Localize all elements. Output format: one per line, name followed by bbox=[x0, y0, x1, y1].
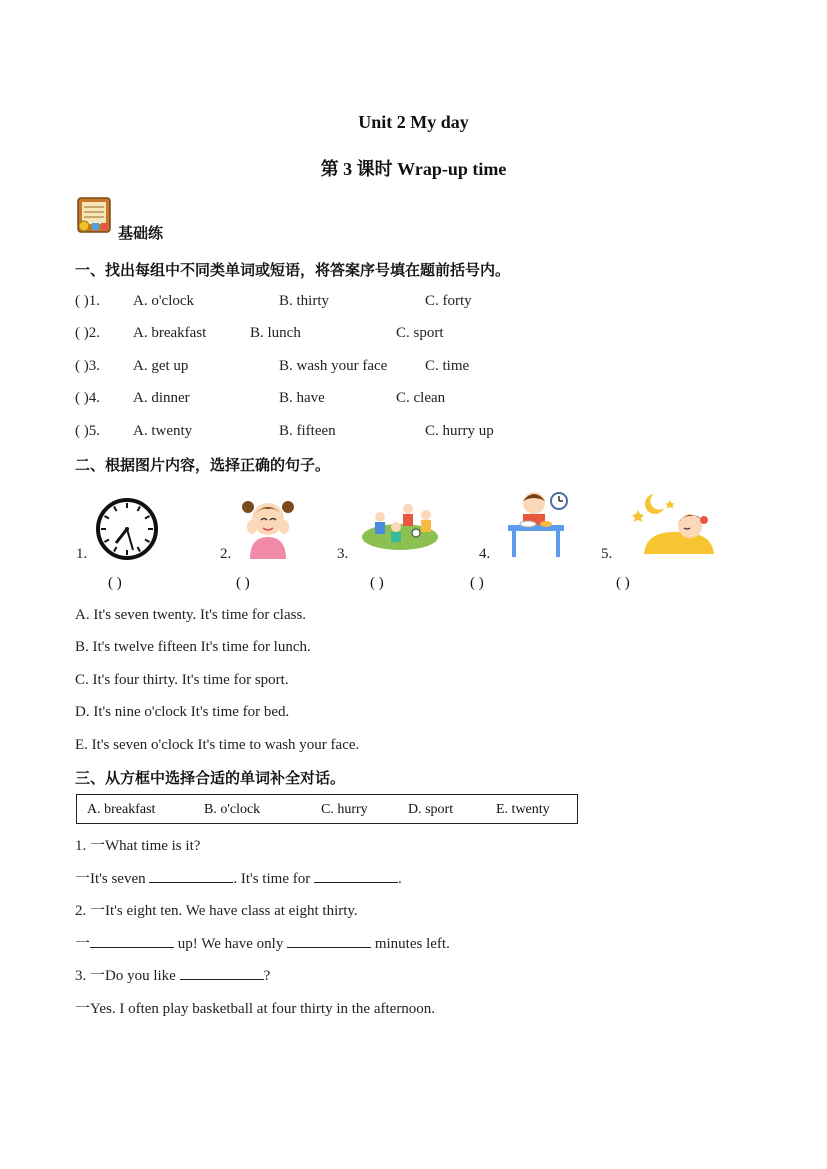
sentence-option: B. It's twelve fifteen It's time for lunch. bbox=[75, 639, 311, 655]
option-b: B. have bbox=[279, 390, 325, 406]
answer-blank[interactable] bbox=[90, 933, 174, 948]
sentence-option: C. It's four thirty. It's time for sport. bbox=[75, 672, 289, 688]
option-b: B. wash your face bbox=[279, 358, 388, 374]
answer-paren[interactable]: ( ) bbox=[236, 575, 250, 591]
girl-washing-face-icon bbox=[240, 495, 296, 559]
boy-eating-icon bbox=[506, 487, 570, 559]
picture-number: 3. bbox=[337, 546, 349, 562]
part2-heading: 二、根据图片内容，选择正确的句子。 bbox=[75, 458, 331, 474]
dialogue-line bbox=[75, 964, 270, 985]
dialogue-text: minutes left. bbox=[374, 936, 450, 952]
word-option: C. hurry bbox=[321, 802, 368, 817]
picture-number: 1. bbox=[76, 546, 88, 562]
item-number: ( )5. bbox=[75, 423, 100, 439]
dialogue-text: 3. 一Do you like bbox=[75, 968, 176, 984]
answer-blank[interactable] bbox=[149, 868, 233, 883]
answer-blank[interactable] bbox=[180, 965, 264, 980]
option-b: B. fifteen bbox=[279, 423, 336, 439]
answer-paren[interactable]: ( ) bbox=[470, 575, 484, 591]
picture-number: 4. bbox=[479, 546, 491, 562]
dialogue-text: up! We have only bbox=[177, 936, 284, 952]
dialogue-line: 一Yes. I often play basketball at four thirty in the afternoon. bbox=[75, 1001, 436, 1017]
page-title: Unit 2 My day bbox=[358, 112, 469, 132]
item-number: ( )3. bbox=[75, 358, 100, 374]
option-a: A. dinner bbox=[133, 390, 190, 406]
item-number: ( )1. bbox=[75, 293, 100, 309]
option-c: C. hurry up bbox=[425, 423, 494, 439]
option-c: C. time bbox=[425, 358, 470, 374]
dialogue-line: 1. 一What time is it? bbox=[75, 838, 201, 854]
part3-heading: 三、从方框中选择合适的单词补全对话。 bbox=[75, 771, 346, 787]
children-playing-icon bbox=[360, 499, 440, 551]
dialogue-text: 一It's seven bbox=[75, 871, 146, 887]
word-option: D. sport bbox=[408, 802, 454, 817]
option-c: C. clean bbox=[396, 390, 446, 406]
option-c: C. sport bbox=[396, 325, 444, 341]
option-a: A. breakfast bbox=[133, 325, 207, 341]
sentence-option: D. It's nine o'clock It's time for bed. bbox=[75, 704, 290, 720]
dialogue-text: . bbox=[397, 871, 402, 887]
dialogue-text: . It's time for bbox=[233, 871, 311, 887]
option-c: C. forty bbox=[425, 293, 472, 309]
word-option: B. o'clock bbox=[204, 802, 261, 817]
answer-paren[interactable]: ( ) bbox=[616, 575, 630, 591]
dialogue-text: ? bbox=[263, 968, 271, 984]
answer-blank[interactable] bbox=[314, 868, 398, 883]
picture-number: 2. bbox=[220, 546, 232, 562]
option-b: B. lunch bbox=[250, 325, 301, 341]
option-a: A. o'clock bbox=[133, 293, 195, 309]
clock-icon bbox=[95, 497, 159, 561]
section-label: 基础练 bbox=[118, 226, 164, 242]
word-option: E. twenty bbox=[496, 802, 550, 817]
dialogue-line bbox=[75, 932, 450, 953]
page-subtitle: 第 3 课时 Wrap-up time bbox=[320, 159, 507, 179]
item-number: ( )2. bbox=[75, 325, 100, 341]
abacus-icon bbox=[75, 196, 113, 236]
picture-number: 5. bbox=[601, 546, 613, 562]
part1-heading: 一、找出每组中不同类单词或短语，将答案序号填在题前括号内。 bbox=[75, 263, 511, 279]
option-a: A. get up bbox=[133, 358, 189, 374]
sentence-option: A. It's seven twenty. It's time for class. bbox=[75, 607, 307, 623]
girl-sleeping-icon bbox=[632, 490, 716, 556]
answer-paren[interactable]: ( ) bbox=[108, 575, 122, 591]
answer-paren[interactable]: ( ) bbox=[370, 575, 384, 591]
item-number: ( )4. bbox=[75, 390, 100, 406]
word-box bbox=[76, 794, 578, 824]
word-option: A. breakfast bbox=[87, 802, 156, 817]
answer-blank[interactable] bbox=[287, 933, 371, 948]
sentence-option: E. It's seven o'clock It's time to wash your face. bbox=[75, 737, 360, 753]
dialogue-line: 2. 一It's eight ten. We have class at eight thirty. bbox=[75, 903, 358, 919]
dialogue-text: 一 bbox=[75, 936, 91, 952]
option-a: A. twenty bbox=[133, 423, 193, 439]
option-b: B. thirty bbox=[279, 293, 330, 309]
dialogue-line bbox=[75, 867, 402, 888]
